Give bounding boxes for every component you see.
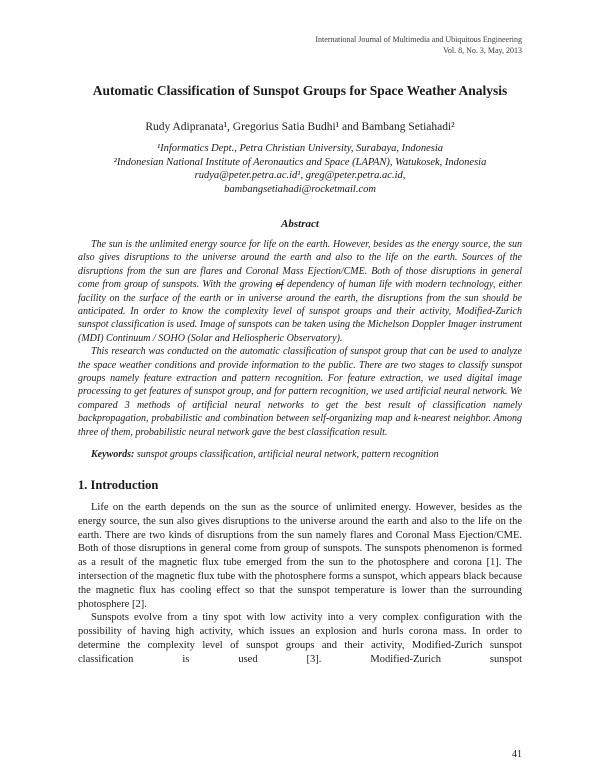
abstract-body bbox=[78, 238, 522, 439]
introduction-paragraph-1: Life on the earth depends on the sun as the source of unlimited energy. However, besides as the energy source, the sun also gives disruptions to the universe around the earth and also to the life on the earth. There are two kinds of disruptions from the sun namely flares and Coronal Mass Ejection/CME. Both of those disruptions in general come from group of sunspots. The sunspots phenomenon is formed as a result of the magnetic flux tube emerged from the sun to the photosphere and corona [1]. The intersection of the magnetic flux tube with the photosphere forms a sunspot, which appears black because the magnetic flux has cooling effect so that the sunspot temperature is lower than the surrounding photosphere [2]. bbox=[78, 502, 522, 610]
introduction-paragraph-2: Sunspots evolve from a tiny spot with low activity into a very complex configuration with the possibility of having high activity, which issues an explosion and hurls corona mass. In order to determine the complexity level of sunspot groups and their activity, Modified-Zurich sunspot classification is used [3]. Modified-Zurich sunspot bbox=[78, 612, 522, 665]
abstract-heading: Abstract bbox=[281, 218, 319, 230]
affiliation-2: ²Indonesian National Institute of Aeronautics and Space (LAPAN), Watukosek, Indonesia bbox=[113, 156, 487, 168]
introduction-body bbox=[78, 501, 522, 667]
paper-title: Automatic Classification of Sunspot Groups for Space Weather Analysis bbox=[92, 83, 508, 98]
email-line-1: rudya@peter.petra.ac.id¹, greg@peter.petra.ac.id, bbox=[194, 170, 406, 181]
affiliation-1: ¹Informatics Dept., Petra Christian University, Surabaya, Indonesia bbox=[156, 143, 444, 154]
journal-volume-line: Vol. 8, No. 3, May, 2013 bbox=[443, 46, 522, 55]
section-heading-introduction: 1. Introduction bbox=[78, 478, 159, 493]
abstract-p1-text-before: The sun is the unlimited energy source for life on the earth. However, besides as the energy source, the sun also gives disruptions to the universe around the earth and also to the life on the earth. Sources of the disruptions from the sun are flares and Coronal Mass Ejection/CME. Both of those disruptions in general come from group of sunspots. With the growing bbox=[78, 239, 522, 291]
keywords-text: sunspot groups classification, artificial neural network, pattern recognition bbox=[134, 449, 439, 461]
journal-name: International Journal of Multimedia and Ubiquitous Engineering bbox=[315, 35, 522, 44]
abstract-paragraph-2: This research was conducted on the automatic classification of sunspot group that can be used to analyze the space weather conditions and provide information to the public. There are two stages to classify sunspot groups namely feature extraction and pattern recognition. For feature extraction, we used digital image processing to get features of sunspot group, and for pattern recognition, we used artificial neural network. We compared 3 methods of artificial neural networks to get the best result of classification namely backpropagation, probabilistic and combination between self-organizing map and k-nearest neighbor. Among three of them, probabilistic neural network gave the best classification result. bbox=[78, 346, 522, 438]
email-line-2: bambangsetiahadi@rocketmail.com bbox=[224, 183, 376, 195]
affiliations-block bbox=[85, 142, 515, 196]
keywords-line bbox=[78, 449, 522, 460]
keywords-label: Keywords: bbox=[91, 449, 135, 461]
abstract-p1-struck-word: of bbox=[275, 279, 284, 291]
page-number: 41 bbox=[512, 749, 522, 760]
abstract-p1-text-after: dependency of human life with modern technology, either facility on the surface of the earth or in universe around the earth, the disruptions from the sun should be anticipated. In order to know the complexity level of sunspot groups and their activity, Modified-Zurich sunspot classification is used. Image of sunspots can be taken using the Michelson Doppler Imager instrument (MDI) Continuum / SOHO (Solar and Heliospheric Observatory). bbox=[78, 279, 522, 344]
abstract-paragraph-1 bbox=[78, 238, 522, 345]
authors-line: Rudy Adipranata¹, Gregorius Satia Budhi¹ and Bambang Setiahadi² bbox=[145, 121, 455, 133]
journal-header bbox=[78, 34, 522, 56]
